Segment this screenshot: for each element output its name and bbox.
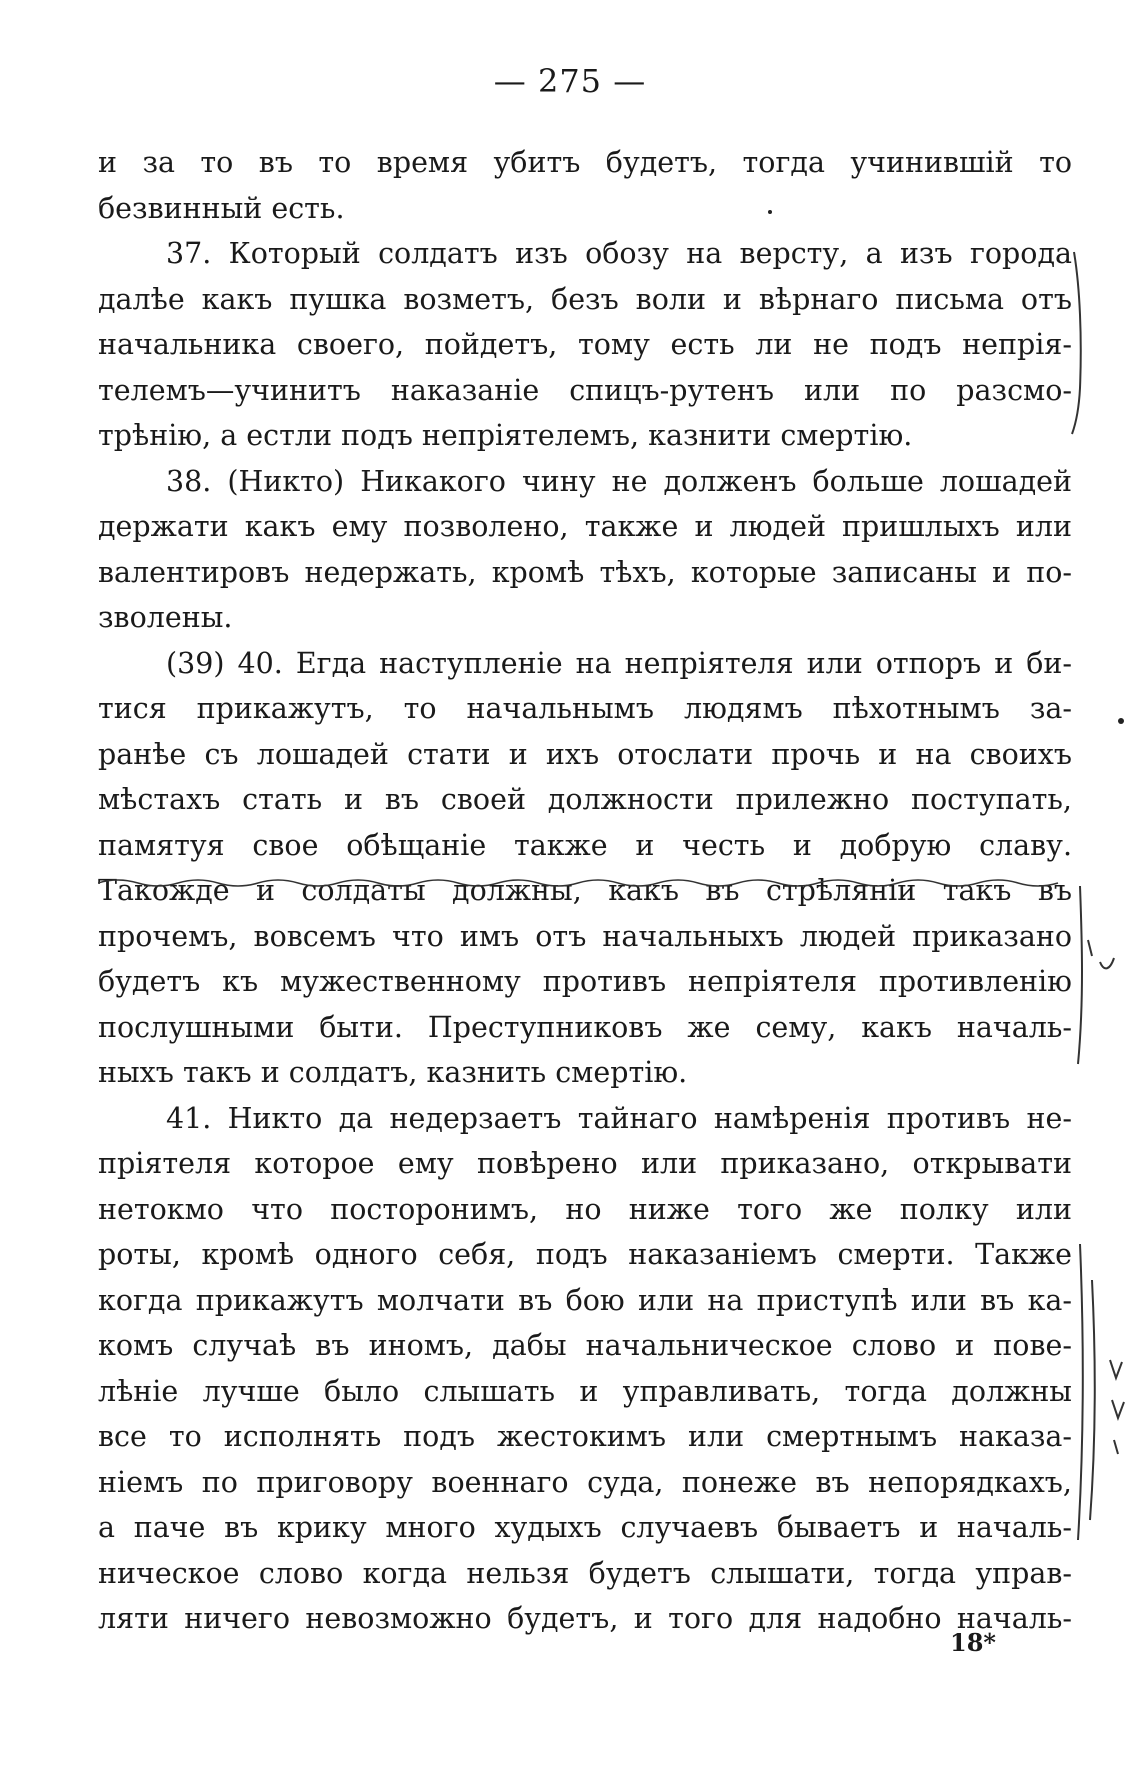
text-line: пріятеля которое ему повѣрено или приказано, открывати: [98, 1147, 1072, 1180]
text-line: тися прикажутъ, то начальнымъ людямъ пѣхотнымъ за-: [98, 692, 1072, 725]
text-line: (39) 40. Егда наступленіе на непріятеля или отпоръ и би-: [166, 646, 1072, 680]
text-line: далѣе какъ пушка возметъ, безъ воли и вѣрнаго письма отъ: [98, 282, 1072, 316]
text-line: лѣніе лучше было слышать и управливать, тогда должны: [98, 1374, 1072, 1408]
text-line: прочемъ, вовсемъ что имъ отъ начальныхъ людей приказано: [98, 919, 1072, 953]
text-line: будетъ къ мужественному противъ непріятеля противленію: [98, 965, 1072, 998]
text-line: трѣнію, а естли подъ непріятелемъ, казнити смертію.: [98, 419, 913, 452]
text-line: 37. Который солдатъ изъ обозу на версту, а изъ города: [166, 237, 1072, 270]
text-line: памятуя свое обѣщаніе также и честь и добрую славу.: [98, 828, 1072, 862]
stray-dot: [1118, 718, 1124, 724]
stray-dot: [768, 210, 772, 214]
printer-signature: 18*: [950, 1628, 996, 1657]
text-line: держати какъ ему позволено, также и людей пришлыхъ или: [98, 510, 1072, 543]
text-line: все то исполнять подъ жестокимъ или смертнымъ наказа-: [98, 1420, 1072, 1453]
text-line: комъ случаѣ въ иномъ, дабы начальническое слово и пове-: [98, 1329, 1072, 1362]
text-line: роты, кромѣ одного себя, подъ наказаніемъ смерти. Также: [98, 1238, 1072, 1271]
text-line: 41. Никто да недерзаетъ тайнаго намѣренія противъ не-: [166, 1101, 1072, 1135]
page-number: — 275 —: [493, 62, 647, 100]
text-line: нетокмо что посторонимъ, но ниже того же полку или: [98, 1192, 1072, 1226]
text-line: мѣстахъ стать и въ своей должности прилежно поступать,: [98, 783, 1072, 816]
text-line: когда прикажутъ молчати въ бою или на приступѣ или въ ка-: [98, 1283, 1072, 1317]
text-line: послушными быти. Преступниковъ же сему, какъ началь-: [98, 1010, 1072, 1044]
body-text: [98, 140, 1072, 1642]
text-line: ніемъ по приговору военнаго суда, понеже въ непорядкахъ,: [98, 1465, 1072, 1499]
text-line: ранѣе съ лошадей стати и ихъ отослати прочь и на своихъ: [98, 737, 1072, 771]
text-line: Такожде и солдаты должны, какъ въ стрѣляніи такъ въ: [98, 874, 1072, 907]
text-line: ляти ничего невозможно будетъ, и того для надобно началь-: [98, 1602, 1072, 1635]
text-line: безвинный есть.: [98, 191, 345, 225]
pencil-underline: [98, 875, 1068, 889]
margin-bracket-41: [1066, 1240, 1136, 1550]
text-line: а паче въ крику много худыхъ случаевъ бываетъ и началь-: [98, 1511, 1072, 1544]
text-line: ныхъ такъ и солдатъ, казнить смертію.: [98, 1056, 688, 1089]
text-line: валентировъ недержать, кромѣ тѣхъ, которые записаны и по-: [98, 555, 1072, 589]
text-line: телемъ—учинитъ наказаніе спицъ-рутенъ или по разсмо-: [98, 373, 1072, 407]
text-line: 38. (Никто) Никакого чину не долженъ больше лошадей: [166, 464, 1072, 498]
text-line: зволены.: [98, 601, 233, 634]
text-line: и за то въ то время убитъ будетъ, тогда учинившій то: [98, 146, 1072, 179]
text-line: начальника своего, пойдетъ, тому есть ли не подъ непрія-: [98, 328, 1072, 361]
text-line: ническое слово когда нельзя будетъ слышати, тогда управ-: [98, 1556, 1072, 1590]
